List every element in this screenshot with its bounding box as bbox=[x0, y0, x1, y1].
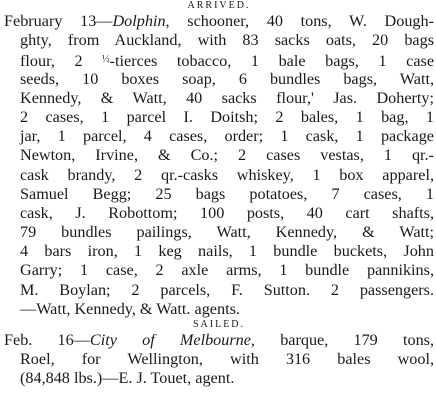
text-run: flour, 2 bbox=[20, 52, 103, 71]
vessel-name: Dolphin, bbox=[112, 12, 170, 30]
text-line: jar, 1 parcel, 4 cases, order; 1 cask, 1 package bbox=[20, 127, 434, 146]
text-line: M. Boylan; 2 parcels, F. Sutton. 2 passengers. bbox=[20, 280, 434, 299]
text-line bbox=[4, 331, 434, 350]
text-run: schooner, 40 tons, W. Dough- bbox=[169, 12, 434, 30]
text-run: barque, 179 tons, bbox=[254, 331, 435, 349]
text-run: -tierces tobacco, 1 bale bags, 1 case bbox=[109, 52, 435, 71]
text-line: —Watt, Kennedy, & Watt. agents. bbox=[20, 299, 240, 318]
shipping-column bbox=[4, 0, 434, 389]
text-line: cask, J. Robottom; 100 posts, 40 cart shafts, bbox=[20, 203, 434, 222]
text-line: Newton, Irvine, & Co.; 2 cases vestas, 1 qr.- bbox=[20, 146, 434, 165]
sailed-heading: SAILED. bbox=[192, 319, 246, 330]
text-line: 2 cases, 1 parcel I. Doitsh; 2 bales, 1 bag, 1 bbox=[20, 107, 434, 126]
text-line: cask brandy, 2 qr.-casks whiskey, 1 box apparel, bbox=[20, 165, 434, 184]
text-line: 4 bars iron, 1 keg nails, 1 bundle buckets, John bbox=[20, 242, 434, 261]
text-line bbox=[4, 12, 434, 31]
text-line: seeds, 10 boxes soap, 6 bundles bags, Watt, bbox=[20, 69, 434, 88]
fraction: ½ bbox=[102, 54, 110, 66]
text-line: Kennedy, & Watt, 40 sacks flour,' Jas. Doherty; bbox=[20, 88, 434, 107]
vessel-name: City of Melbourne, bbox=[89, 331, 255, 349]
entry-date: Feb. 16— bbox=[4, 331, 90, 349]
text-line: Garry; 1 case, 2 axle arms, 1 bundle pannikins, bbox=[20, 261, 434, 280]
text-line bbox=[4, 50, 434, 69]
text-line: ghty, from Auckland, with 83 sacks oats, 20 bags bbox=[20, 31, 434, 50]
entry-date: February 13— bbox=[4, 12, 113, 30]
text-line: (84,848 lbs.)—E. J. Touet, agent. bbox=[20, 369, 235, 388]
text-line: Samuel Begg; 25 bags potatoes, 7 cases, 1 bbox=[20, 184, 434, 203]
text-line: 79 bundles pailings, Watt, Kennedy, & Watt; bbox=[20, 223, 434, 242]
text-line: Roel, for Wellington, with 316 bales wool, bbox=[20, 350, 434, 369]
arrived-heading: ARRIVED. bbox=[187, 0, 251, 11]
